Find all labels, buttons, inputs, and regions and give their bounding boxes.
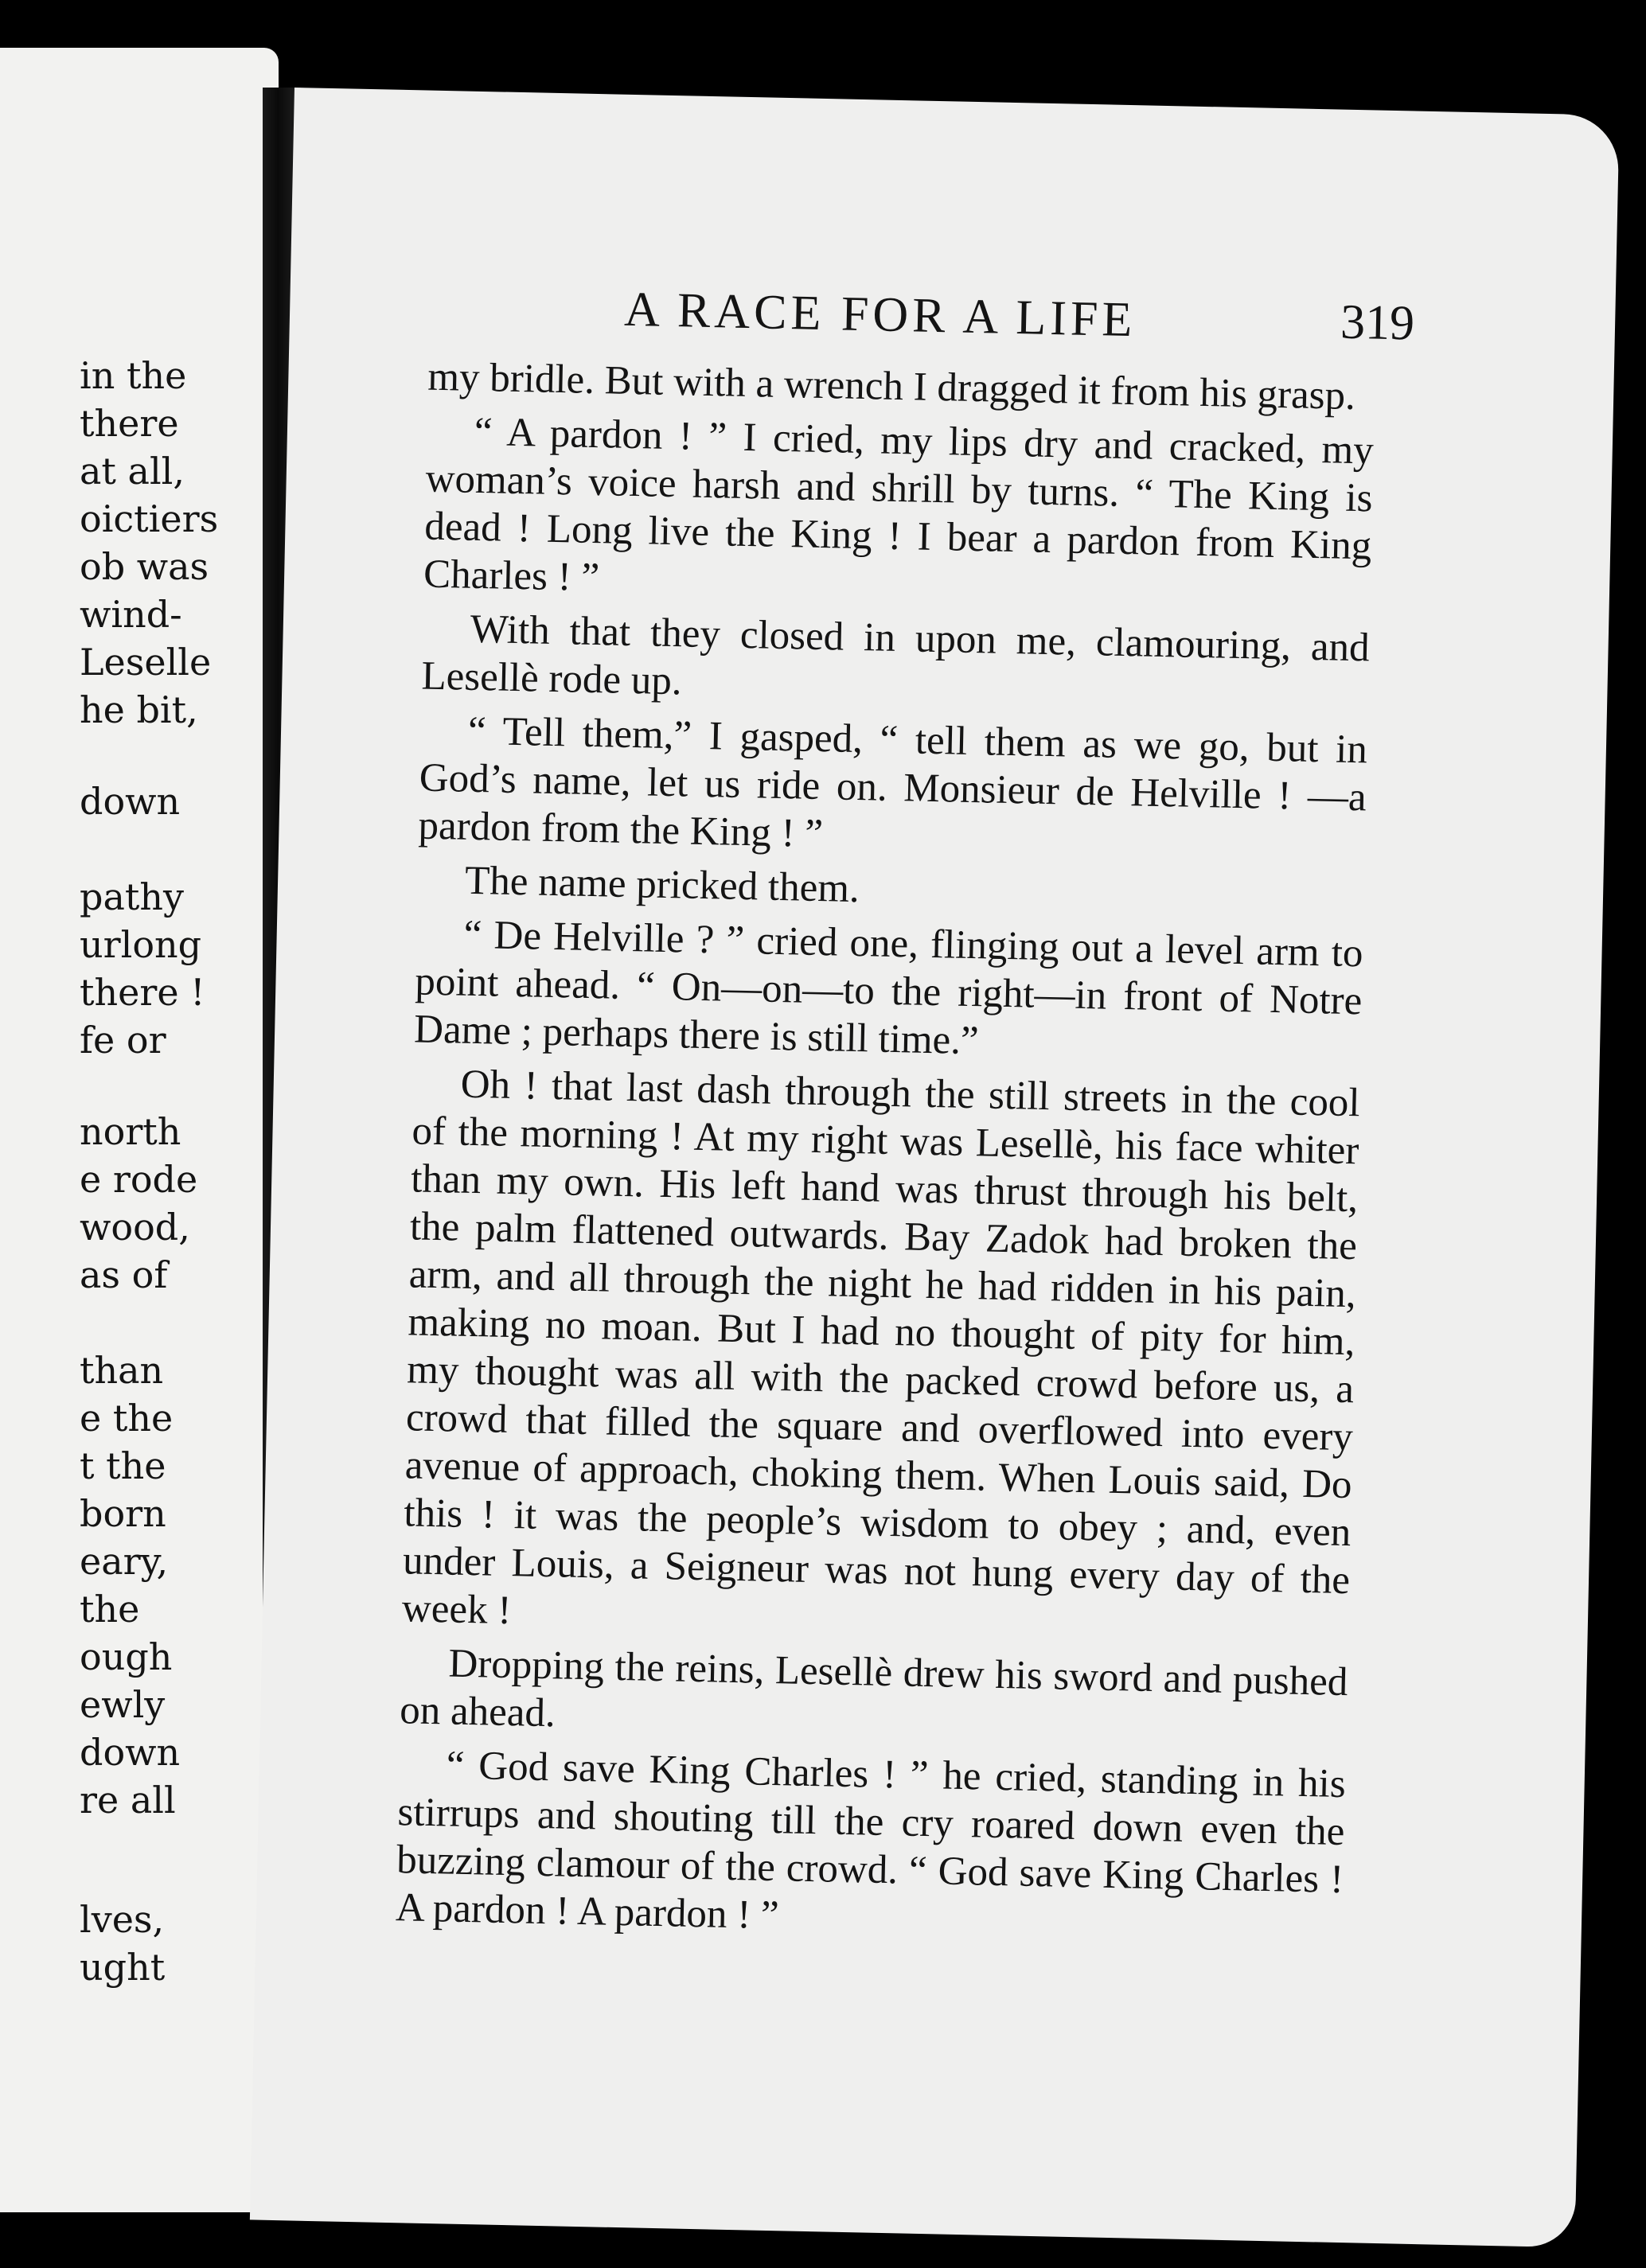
- left-line: ewly: [80, 1683, 166, 1726]
- page-number: 319: [1340, 294, 1415, 351]
- left-line: lves,: [80, 1898, 165, 1941]
- paragraph: The name pricked them.: [464, 858, 860, 912]
- left-line: Leselle: [80, 641, 212, 684]
- left-line: born: [80, 1492, 166, 1535]
- paragraph: my bridle. But with a wrench I dragged it from his grasp.: [427, 354, 1356, 419]
- paragraph: “ De Helville ? ” cried one, flinging out a level arm to point ahead. “ On—on—to the right—in front of Notre Dame ; perhaps there is still time.”: [413, 912, 1364, 1064]
- left-line: in the: [80, 354, 187, 397]
- left-line: fe or: [80, 1019, 166, 1062]
- left-line: down: [80, 780, 181, 823]
- paragraph: “ God save King Charles ! ” he cried, standing in his stirrups and shouting till the cry roared down even the buzzing clamour of the crowd. “ God save King Charles ! A pardon ! A pardon ! ”: [395, 1743, 1347, 1939]
- left-line: there !: [80, 971, 205, 1014]
- left-line: he bit,: [80, 688, 198, 731]
- left-line: urlong: [80, 923, 202, 966]
- left-line: t the: [80, 1444, 166, 1487]
- running-head: A RACE FOR A LIFE: [623, 282, 1137, 348]
- left-line: ough: [80, 1635, 173, 1678]
- left-line: e rode: [80, 1158, 198, 1201]
- left-line: ob was: [80, 545, 209, 588]
- left-line: wind-: [80, 593, 182, 636]
- paragraph: Oh ! that last dash through the still streets in the cool of the morning ! At my right was Lesellè, his face whiter than my own. His left hand was thrust through his belt, the palm flattened outwards. Bay Zadok had broken the arm, and all through the night he had ridden in his pain, making no moan. But I had no thought of pity for him, my thought was all with the packed crowd before us, a crowd that filled the square and overflowed into every avenue of approach, choking them. When Louis said, Do this ! it was the people’s wisdom to obey ; and, even under Louis, a Seigneur was not hung every day of the week !: [401, 1062, 1361, 1634]
- left-line: as of: [80, 1253, 168, 1296]
- paragraph: With that they closed in upon me, clamouring, and Lesellè rode up.: [420, 606, 1371, 704]
- body-text: [395, 353, 1375, 1958]
- left-line: north: [80, 1110, 181, 1153]
- paragraph: Dropping the reins, Lesellè drew his sword and pushed on ahead.: [399, 1641, 1348, 1736]
- left-line: oictiers: [80, 497, 219, 540]
- left-line: pathy: [80, 875, 184, 918]
- left-line: ught: [80, 1946, 166, 1989]
- right-page: [250, 88, 1620, 2247]
- left-line: e the: [80, 1397, 174, 1440]
- paragraph: “ Tell them,” I gasped, “ tell them as we go, but in God’s name, let us ride on. Monsieur de Helville ! —a pardon from the King ! ”: [418, 708, 1368, 857]
- left-line: than: [80, 1349, 164, 1392]
- left-line: wood,: [80, 1206, 190, 1249]
- left-line: there: [80, 402, 179, 445]
- left-line: re all: [80, 1779, 176, 1822]
- paragraph: “ A pardon ! ” I cried, my lips dry and cracked, my woman’s voice harsh and shrill by turns. “ The King is dead ! Long live the King ! I bear a pardon from King Charles ! ”: [423, 409, 1375, 601]
- left-page-text-fragments: [0, 48, 279, 2212]
- left-facing-page: [0, 48, 279, 2212]
- left-line: down: [80, 1731, 181, 1774]
- left-line: eary,: [80, 1540, 169, 1583]
- left-line: the: [80, 1588, 140, 1631]
- left-line: at all,: [80, 450, 185, 493]
